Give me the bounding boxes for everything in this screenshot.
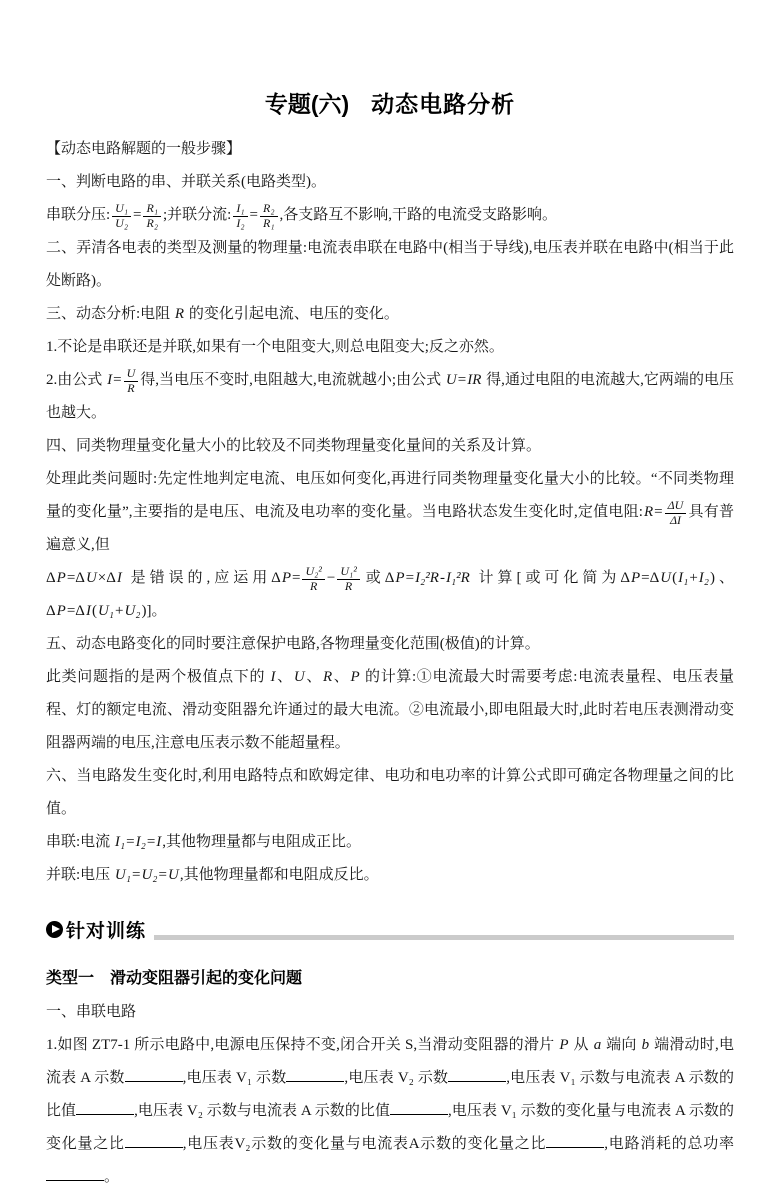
- training-section-header: [46, 916, 734, 943]
- variable: U: [167, 867, 179, 883]
- page-title-prefix: 专题(六): [264, 91, 350, 117]
- variable: U: [445, 372, 457, 388]
- step-3-paragraph: 三、动态分析:电阻 R 的变化引起电流、电压的变化。: [46, 306, 399, 322]
- answer-blank: [390, 1114, 448, 1115]
- variable: a: [593, 1037, 602, 1053]
- variable: I₁: [678, 570, 689, 586]
- variable: b: [641, 1037, 650, 1053]
- variable: U: [85, 570, 97, 586]
- variable: I: [156, 834, 162, 850]
- play-circle-icon: [46, 921, 63, 938]
- variable: R: [174, 306, 185, 322]
- fraction: $\frac{\text{U₁}}{\text{U₂}}$: [112, 202, 131, 231]
- answer-blank: [76, 1114, 134, 1115]
- variable: U₁: [97, 603, 114, 619]
- document-page: [0, 86, 780, 1194]
- training-section-title: 针对训练: [66, 921, 147, 942]
- series-ratio-paragraph: 串联:电流 I₁=I₂=I,其他物理量都与电阻成正比。: [46, 834, 362, 850]
- variable: P: [630, 570, 641, 586]
- variable: R: [322, 669, 333, 685]
- fraction: $\frac{\text{R₁}}{\text{R₂}}$: [143, 202, 161, 231]
- answer-blank: [125, 1081, 183, 1082]
- variable: U: [660, 570, 672, 586]
- fraction: $\frac{\text{U₂²}}{R}$: [302, 565, 324, 594]
- variable: U₂: [124, 603, 141, 619]
- fraction: $\frac{\text{U₁²}}{R}$: [337, 565, 359, 594]
- variable: I: [270, 669, 276, 685]
- answer-blank: [448, 1081, 506, 1082]
- variable: P: [395, 570, 405, 586]
- step-3-item-1-paragraph: 1.不论是串联还是并联,如果有一个电阻变大,则总电阻变大;反之亦然。: [46, 339, 504, 355]
- variable: I: [107, 372, 113, 388]
- parallel-ratio-paragraph: 并联:电压 U₁=U₂=U,其他物理量都和电阻成反比。: [46, 867, 379, 883]
- variable: I₂²R: [415, 570, 439, 586]
- step-6-paragraph: 六、当电路发生变化时,利用电路特点和欧姆定律、电功和电功率的计算公式即可确定各物理量之间的比值。: [46, 768, 734, 817]
- variable: P: [56, 570, 66, 586]
- step-5-paragraph: 五、动态电路变化的同时要注意保护电路,各物理量变化范围(极值)的计算。: [46, 636, 540, 652]
- variable: U₂: [141, 867, 158, 883]
- series-parallel-formula-paragraph: 串联分压: $\frac{\text{U₁}}{\text{U₂}}$ = $\frac{\text{R₁}}{\text{R₂}}$ ;并联分流: $\frac{\text{I₁}}{\text{I₂}}$ = $\frac{\text{R₂}}{\text{R₁}}$ ,各支路互不影响,干路的电流受支路影响。: [46, 201, 558, 230]
- step-3-item-2-paragraph: 2.由公式 I= $\frac{U}{R}$ 得,当电压不变时,电阻越大,电流就越小;由公式 U=IR 得,通过电阻的电流越大,它两端的电压也越大。: [46, 366, 734, 421]
- answer-blank: [546, 1147, 604, 1148]
- step-1-paragraph: 一、判断电路的串、并联关系(电路类型)。: [46, 174, 326, 190]
- variable: I: [85, 603, 91, 619]
- variable: I₁²R: [445, 570, 470, 586]
- fraction: $\frac{\Delta U}{\Delta I}$: [665, 499, 687, 528]
- step-4-detail-paragraph: 处理此类问题时:先定性地判定电流、电压如何变化,再进行同类物理量变化量大小的比较。“不同类物理量的变化量”,主要指的是电压、电流及电功率的变化量。当电路状态发生变化时,定值电阻:R= $\frac{\Delta U}{\Delta I}$ 具有普遍意义,但: [46, 471, 734, 553]
- step-5-detail-paragraph: 此类问题指的是两个极值点下的 I、U、R、P 的计算:①电流最大时需要考虑:电流表量程、电压表量程、灯的额定电流、滑动变阻器允许通过的最大电流。②电流最小,即电阻最大时,此时若电压表测滑动变阻器两端的电压,注意电压表示数不能超量程。: [46, 669, 734, 751]
- subsection-series-circuit: 一、串联电路: [46, 1004, 137, 1020]
- variable: I₂: [698, 570, 710, 586]
- delta-p-formula-paragraph: ΔP=ΔU×ΔI 是错误的,应运用ΔP= $\frac{\text{U₂²}}{R}$ − $\frac{\text{U₁²}}{R}$ 或ΔP=I₂²R-I₁²R 计算[或可化简为ΔP=ΔU(I₁+I₂)、ΔP=ΔI(U₁+U₂)]。: [46, 564, 734, 619]
- variable: P: [350, 669, 360, 685]
- question-1-paragraph: 1.如图 ZT7-1 所示电路中,电源电压保持不变,闭合开关 S,当滑动变阻器的滑片 P 从 a 端向 b 端滑动时,电流表 A 示数 ,电压表 V₁ 示数 ,电压表 V₂ 示数 ,电压表 V₁ 示数与电流表 A 示数的比值 ,电压表 V₂ 示数与电流表 A 示数的比值 ,电压表 V₁ 示数的变化量与电流表 A 示数的变化量之比 ,电压表V₂示数的变化量与电流表A示数的变化量之比 ,电路消耗的总功率。: [46, 1037, 734, 1185]
- variable: I: [116, 570, 122, 586]
- page-title: [46, 86, 734, 119]
- variable: P: [56, 603, 66, 619]
- variable: U: [293, 669, 305, 685]
- fraction: $\frac{U}{R}$: [124, 367, 139, 396]
- answer-blank: [125, 1147, 183, 1148]
- section-divider-rule: [154, 935, 734, 940]
- step-2-paragraph: 二、弄清各电表的类型及测量的物理量:电流表串联在电路中(相当于导线),电压表并联在电路中(相当于此处断路)。: [46, 240, 734, 289]
- step-4-paragraph: 四、同类物理量变化量大小的比较及不同类物理量变化量间的关系及计算。: [46, 438, 542, 454]
- answer-blank: [286, 1081, 344, 1082]
- variable: P: [559, 1037, 569, 1053]
- variable: P: [281, 570, 291, 586]
- intro-steps-header: 【动态电路解题的一般步骤】: [46, 141, 242, 157]
- variable: R: [643, 504, 654, 520]
- type-1-heading: 类型一 滑动变阻器引起的变化问题: [46, 970, 303, 987]
- answer-blank: [46, 1180, 104, 1181]
- variable: I₁: [114, 834, 126, 850]
- fraction: $\frac{\text{R₂}}{\text{R₁}}$: [260, 202, 278, 231]
- fraction: $\frac{\text{I₁}}{\text{I₂}}$: [233, 202, 247, 231]
- variable: I₂: [135, 834, 146, 850]
- variable: U₁: [114, 867, 131, 883]
- variable: IR: [467, 372, 482, 388]
- page-title-main: 动态电路分析: [371, 91, 516, 117]
